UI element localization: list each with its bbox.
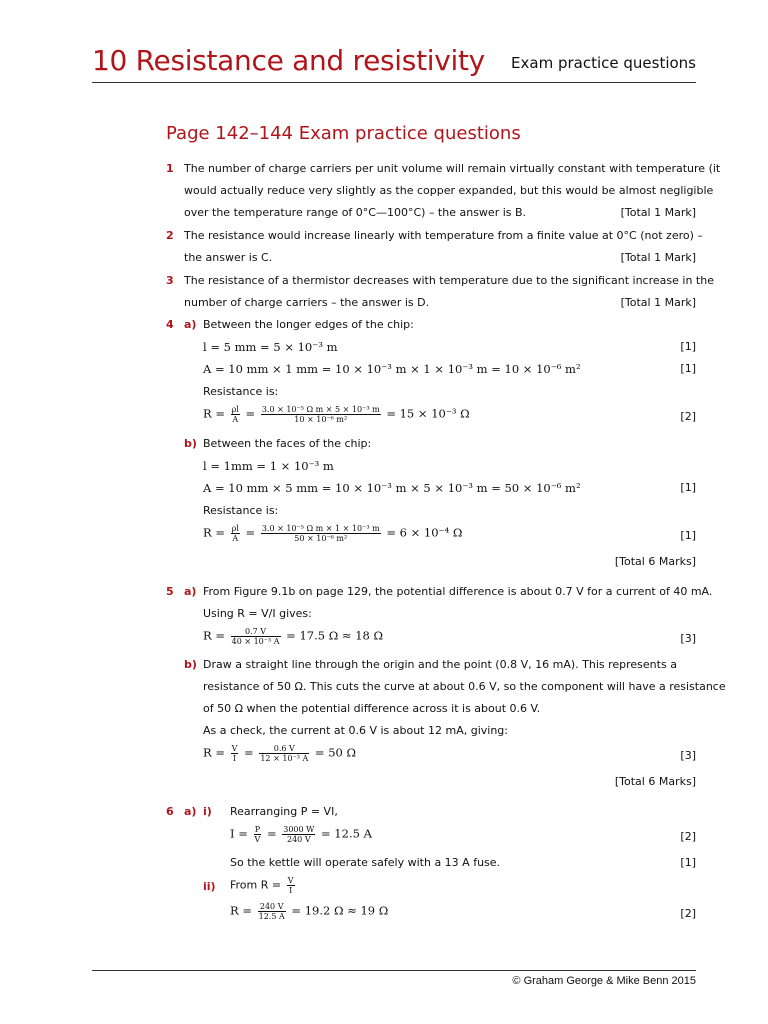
q6aii-from: From R =: [230, 878, 282, 892]
q6ai-rhs: = 12.5 A: [321, 826, 372, 841]
q4a-length-mark: [1]: [680, 340, 696, 353]
q5b-R-lhs: R =: [203, 745, 225, 760]
q4a-R-lhs: R =: [203, 406, 225, 421]
q5b-label: b): [184, 658, 197, 671]
q6ai-equals: =: [266, 826, 277, 841]
q2-mark: [Total 1 Mark]: [620, 251, 696, 264]
q6aii-R-eq: [230, 902, 388, 921]
q4a-R-frac2-num: 3.0 × 10⁻⁵ Ω m × 5 × 10⁻³ m: [261, 405, 380, 414]
q6ai-mark: [2]: [680, 830, 696, 843]
q6ai-conclusion-mark: [1]: [680, 856, 696, 869]
q1-text-2: would actually reduce very slightly as the copper expanded, but this would be almost negligible: [184, 184, 714, 197]
q6aii-label: ii): [203, 880, 216, 893]
q6aii-frac-num: V: [287, 876, 294, 885]
q4a-area-mark: [1]: [680, 362, 696, 375]
q4b-text: Between the faces of the chip:: [203, 437, 372, 450]
q6ai-conclusion-text: So the kettle will operate safely with a 13 A fuse.: [230, 856, 501, 869]
q5b-text-1: Draw a straight line through the origin and the point (0.8 V, 16 mA). This represents a: [203, 658, 677, 671]
q4-total: [Total 6 Marks]: [614, 555, 696, 568]
q4a-R-frac2: [261, 405, 381, 424]
q5b-text-4: As a check, the current at 0.6 V is about 12 mA, giving:: [203, 724, 508, 737]
q5b-R-rhs: = 50 Ω: [314, 745, 357, 760]
q5b-R-frac1-num: V: [231, 744, 238, 753]
q4a-R-frac2-den: 10 × 10⁻⁶ m²: [294, 415, 348, 424]
q5-number: 5: [166, 585, 174, 598]
q2-text-1: The resistance would increase linearly with temperature from a finite value at 0°C (not zero) –: [184, 229, 703, 242]
q2-number: 2: [166, 229, 174, 242]
q6ai-frac2-den: 240 V: [287, 835, 311, 844]
q4b-resistance-text: Resistance is:: [203, 504, 279, 517]
copyright: © Graham George & Mike Benn 2015: [512, 975, 696, 987]
q1-text-1: The number of charge carriers per unit volume will remain virtually constant with temperature (it: [184, 162, 721, 175]
q4b-R-frac2-den: 50 × 10⁻⁶ m²: [294, 534, 348, 543]
q6ai-frac2: [282, 825, 315, 844]
q3-text-2: number of charge carriers – the answer is D.: [184, 296, 430, 309]
q5a-R-eq: [203, 627, 383, 646]
q3-mark: [Total 1 Mark]: [620, 296, 696, 309]
q5b-R-eq: [203, 744, 356, 763]
q4a-R-frac1-num: ρl: [231, 405, 239, 414]
q6aii-R-frac-den: 12.5 A: [258, 912, 285, 921]
q4a-R-rhs: = 15 × 10⁻³ Ω: [386, 406, 470, 421]
q5a-R-lhs: R =: [203, 628, 225, 643]
q6a-label: a): [184, 805, 197, 818]
q3-text-1: The resistance of a thermistor decreases with temperature due to the significant increase in the: [184, 274, 714, 287]
q4b-label: b): [184, 437, 197, 450]
q5b-R-frac2: [259, 744, 309, 763]
q5a-text-2: Using R = V/I gives:: [203, 607, 312, 620]
q4b-R-frac1: [231, 524, 240, 543]
q5b-R-frac2-den: 12 × 10⁻³ A: [260, 754, 309, 763]
q2-text-2: the answer is C.: [184, 251, 273, 264]
q1-mark: [Total 1 Mark]: [620, 206, 696, 219]
chapter-subtitle: Exam practice questions: [511, 54, 696, 72]
q6-number: 6: [166, 805, 174, 818]
q5b-R-equals: =: [244, 745, 254, 760]
q3-number: 3: [166, 274, 174, 287]
q4b-area-eq: A = 10 mm × 5 mm = 10 × 10⁻³ m × 5 × 10⁻³ m = 50 × 10⁻⁶ m²: [203, 481, 581, 495]
q4a-R-eq: [203, 405, 470, 424]
page-heading: Page 142–144 Exam practice questions: [166, 123, 521, 144]
q5b-text-2: resistance of 50 Ω. This cuts the curve at about 0.6 V, so the component will have a resistance: [203, 680, 726, 693]
q6aii-R-frac: [258, 902, 286, 921]
footer-divider: [92, 970, 696, 971]
q1-number: 1: [166, 162, 174, 175]
chapter-title: 10 Resistance and resistivity: [92, 44, 485, 77]
q4b-R-equals: =: [245, 525, 256, 540]
q4b-R-frac1-num: ρl: [231, 524, 239, 533]
q6aii-text: [230, 876, 297, 895]
q6aii-frac-den: I: [289, 886, 293, 895]
q4a-R-mark: [2]: [680, 410, 696, 423]
q4b-R-frac2: [261, 524, 381, 543]
q6ai-frac1-den: V: [254, 835, 261, 844]
q6ai-I-lhs: I =: [230, 826, 248, 841]
q6ai-I-eq: [230, 825, 372, 844]
q5b-mark: [3]: [680, 749, 696, 762]
q4a-R-frac1-den: A: [232, 415, 239, 424]
q4b-R-lhs: R =: [203, 525, 225, 540]
q5a-R-frac-num: 0.7 V: [231, 627, 281, 637]
q1-text-3: over the temperature range of 0°C—100°C) – the answer is B.: [184, 206, 527, 219]
q4a-label: a): [184, 318, 197, 331]
q4a-R-frac1: [231, 405, 240, 424]
q6aii-R-lhs: R =: [230, 903, 252, 918]
q6aii-R-rhs: = 19.2 Ω ≈ 19 Ω: [291, 903, 389, 918]
q4b-R-rhs: = 6 × 10⁻⁴ Ω: [386, 525, 463, 540]
q5a-R-rhs: = 17.5 Ω ≈ 18 Ω: [286, 628, 384, 643]
q6aii-mark: [2]: [680, 907, 696, 920]
q4b-R-mark: [1]: [680, 529, 696, 542]
q5a-R-frac-den: 40 × 10⁻³ A: [231, 637, 280, 646]
q4b-R-eq: [203, 524, 462, 543]
q5a-mark: [3]: [680, 632, 696, 645]
q4b-R-frac2-num: 3.0 × 10⁻⁵ Ω m × 1 × 10⁻³ m: [261, 524, 380, 533]
q4-number: 4: [166, 318, 174, 331]
q4a-text: Between the longer edges of the chip:: [203, 318, 414, 331]
q4a-length-eq: l = 5 mm = 5 × 10⁻³ m: [203, 340, 338, 354]
q6ai-frac1-num: P: [254, 825, 261, 834]
q5a-R-frac: [231, 627, 281, 646]
q5b-text-3: of 50 Ω when the potential difference across it is about 0.6 V.: [203, 702, 541, 715]
q5-total: [Total 6 Marks]: [614, 775, 696, 788]
q5a-text-1: From Figure 9.1b on page 129, the potential difference is about 0.7 V for a current of 40 mA.: [203, 585, 713, 598]
q4b-area-mark: [1]: [680, 481, 696, 494]
q5a-label: a): [184, 585, 197, 598]
q6ai-frac1: [254, 825, 262, 844]
q4a-area-eq: A = 10 mm × 1 mm = 10 × 10⁻³ m × 1 × 10⁻³ m = 10 × 10⁻⁶ m²: [203, 362, 581, 376]
q6aii-R-frac-num: 240 V: [258, 902, 286, 912]
q5b-R-frac1: [231, 744, 239, 763]
q4a-resistance-text: Resistance is:: [203, 385, 279, 398]
q6ai-text: Rearranging P = VI,: [230, 805, 338, 818]
q4b-length-eq: l = 1mm = 1 × 10⁻³ m: [203, 459, 334, 473]
q4a-R-equals: =: [245, 406, 256, 421]
q5b-R-frac2-num: 0.6 V: [259, 744, 309, 754]
q5b-R-frac1-den: I: [232, 754, 237, 763]
q6aii-frac: [287, 876, 295, 895]
page-header: [92, 44, 696, 83]
q6ai-label: i): [203, 805, 212, 818]
q6ai-frac2-num: 3000 W: [283, 825, 315, 834]
q4b-R-frac1-den: A: [232, 534, 239, 543]
